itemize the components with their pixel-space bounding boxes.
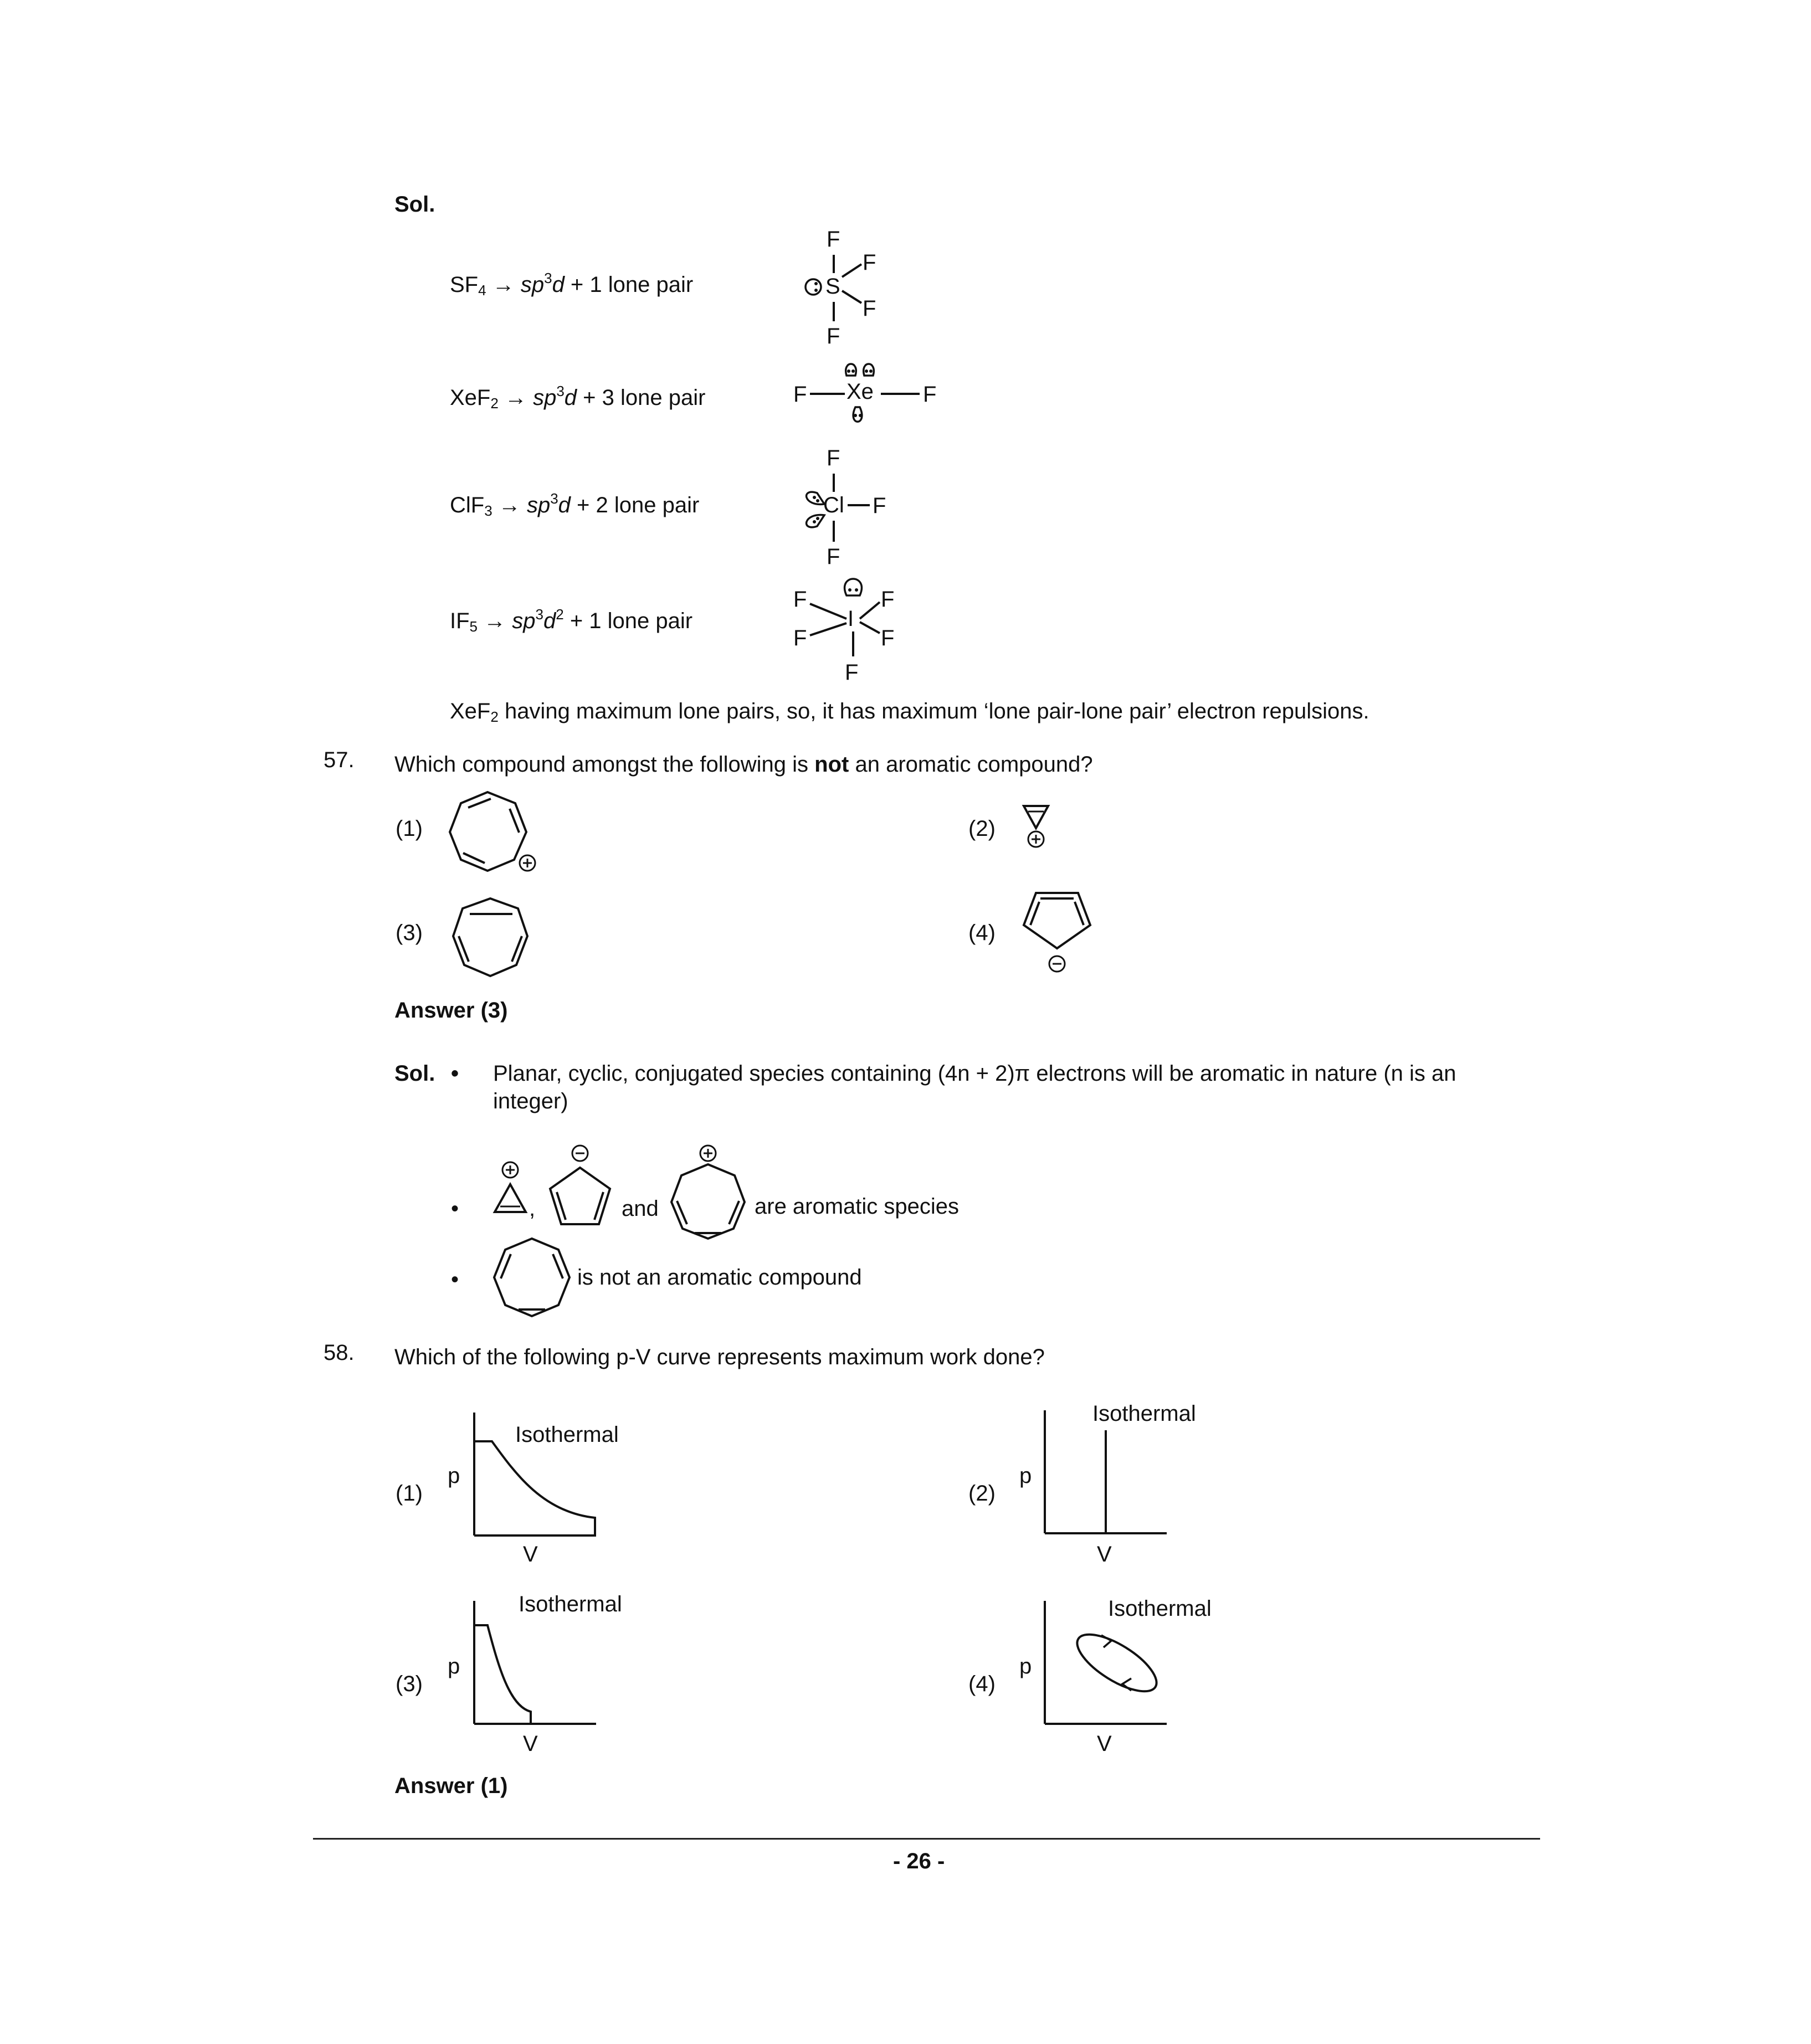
sf4-hybridisation: $SF_4 \to sp^3d + 1$ lone pair (450, 270, 694, 299)
sf4-f-top: F (827, 227, 840, 251)
q58-option-4-xlabel: V (1097, 1732, 1112, 1756)
page-number: - 26 - (893, 1849, 945, 1873)
q58-option-3-xlabel: V (523, 1732, 538, 1756)
q57-option-3-label: (3) (396, 921, 423, 945)
q57-option-3-cycloheptatriene (443, 892, 537, 992)
clf3-f-right: F (873, 494, 886, 518)
q57-option-2-cyclopropenyl-cation (1019, 800, 1053, 856)
q58-option-2-title: Isothermal (1092, 1401, 1196, 1426)
sol-tropylium-cation (664, 1141, 752, 1241)
q57-sol-line-1: Planar, cyclic, conjugated species containing (4n + 2)π electrons will be aromatic in nature (n is an (493, 1061, 1456, 1086)
clf3-center: Cl (823, 493, 844, 517)
if5-f-upper-left: F (793, 587, 807, 612)
q58-option-1-ylabel: p (448, 1463, 460, 1488)
xef2-hybridisation: $XeF_2 \to sp^3d + 3$ lone pair (450, 383, 706, 412)
q57-option-4-label: (4) (968, 921, 996, 945)
if5-structure (787, 573, 931, 692)
sf4-center: S (825, 274, 840, 299)
sol-label: Sol. (394, 192, 435, 217)
if5-center: I (848, 607, 854, 631)
q58-number: 58. (324, 1341, 355, 1365)
sf4-f-bottom: F (827, 324, 840, 348)
q57-option-1-tropylium (443, 787, 548, 886)
q57-option-2-label: (2) (968, 816, 996, 841)
q58-option-4-ylabel: p (1019, 1654, 1032, 1678)
q58-option-1-graph (471, 1413, 604, 1540)
q57-option-4-cyclopentadienyl-anion (1019, 886, 1097, 980)
q57-option-1-label: (1) (396, 816, 423, 841)
q58-option-3-graph (471, 1601, 604, 1728)
q57-sol-bullet-1: • (451, 1061, 459, 1086)
sol-cyclopropenyl-cation (490, 1158, 535, 1224)
q57-number: 57. (324, 748, 355, 772)
if5-f-lower-left: F (793, 626, 807, 650)
if5-hybridisation: $IF_5 \to sp^3d^2 + 1$ lone pair (450, 606, 693, 635)
sf4-f-upper-right: F (863, 250, 876, 275)
sol-comma: , (529, 1196, 536, 1221)
clf3-f-bottom: F (827, 545, 840, 569)
q57-sol-line-2: integer) (493, 1089, 568, 1113)
q58-option-2-ylabel: p (1019, 1463, 1032, 1488)
q58-option-2-graph (1042, 1410, 1174, 1538)
sol-and: and (622, 1196, 659, 1221)
clf3-f-top: F (827, 446, 840, 470)
q57-sol-bullet-3: • (451, 1267, 459, 1292)
q57-answer: Answer (3) (394, 998, 508, 1023)
sol-aromatic-text: are aromatic species (755, 1194, 960, 1219)
sf4-f-lower-right: F (863, 296, 876, 321)
xef2-center: Xe (846, 379, 874, 404)
q58-option-2-label: (2) (968, 1481, 996, 1506)
xef2-f-right: F (923, 382, 937, 407)
if5-f-upper-right: F (881, 587, 895, 612)
q57-sol-label: Sol. (394, 1061, 435, 1086)
q58-option-4-title: Isothermal (1108, 1596, 1212, 1621)
q58-option-1-label: (1) (396, 1481, 423, 1506)
q58-option-2-xlabel: V (1097, 1542, 1112, 1567)
q58-option-4-label: (4) (968, 1672, 996, 1696)
clf3-structure (787, 443, 914, 576)
q58-option-1-xlabel: V (523, 1542, 538, 1567)
if5-f-bottom: F (845, 660, 859, 685)
q57-sol-bullet-2: • (451, 1196, 459, 1221)
q58-option-3-title: Isothermal (519, 1592, 622, 1616)
q58-option-1-title: Isothermal (515, 1422, 619, 1447)
clf3-hybridisation: $ClF_3 \to sp^3d + 2$ lone pair (450, 490, 700, 519)
if5-f-lower-right: F (881, 626, 895, 650)
q58-option-3-ylabel: p (448, 1654, 460, 1678)
footer-rule (313, 1838, 1540, 1840)
q58-answer: Answer (1) (394, 1774, 508, 1798)
q58-option-4-graph (1042, 1601, 1174, 1728)
xef2-f-left: F (793, 382, 807, 407)
q57-question: Which compound amongst the following is not an aromatic compound? (394, 752, 1093, 777)
q58-option-3-label: (3) (396, 1672, 423, 1696)
xef2-structure (787, 355, 953, 443)
sol-not-aromatic-text: is not an aromatic compound (577, 1265, 862, 1290)
sol-cyclopentadienyl-anion (540, 1141, 618, 1230)
q58-question: Which of the following p-V curve represents maximum work done? (394, 1345, 1045, 1369)
sf4-structure (787, 224, 914, 352)
sol-cycloheptatriene (488, 1234, 576, 1326)
sol-conclusion: XeF$_2$ having maximum lone pairs, so, it has maximum ‘lone pair-lone pair’ electron repulsions. (450, 699, 1369, 725)
